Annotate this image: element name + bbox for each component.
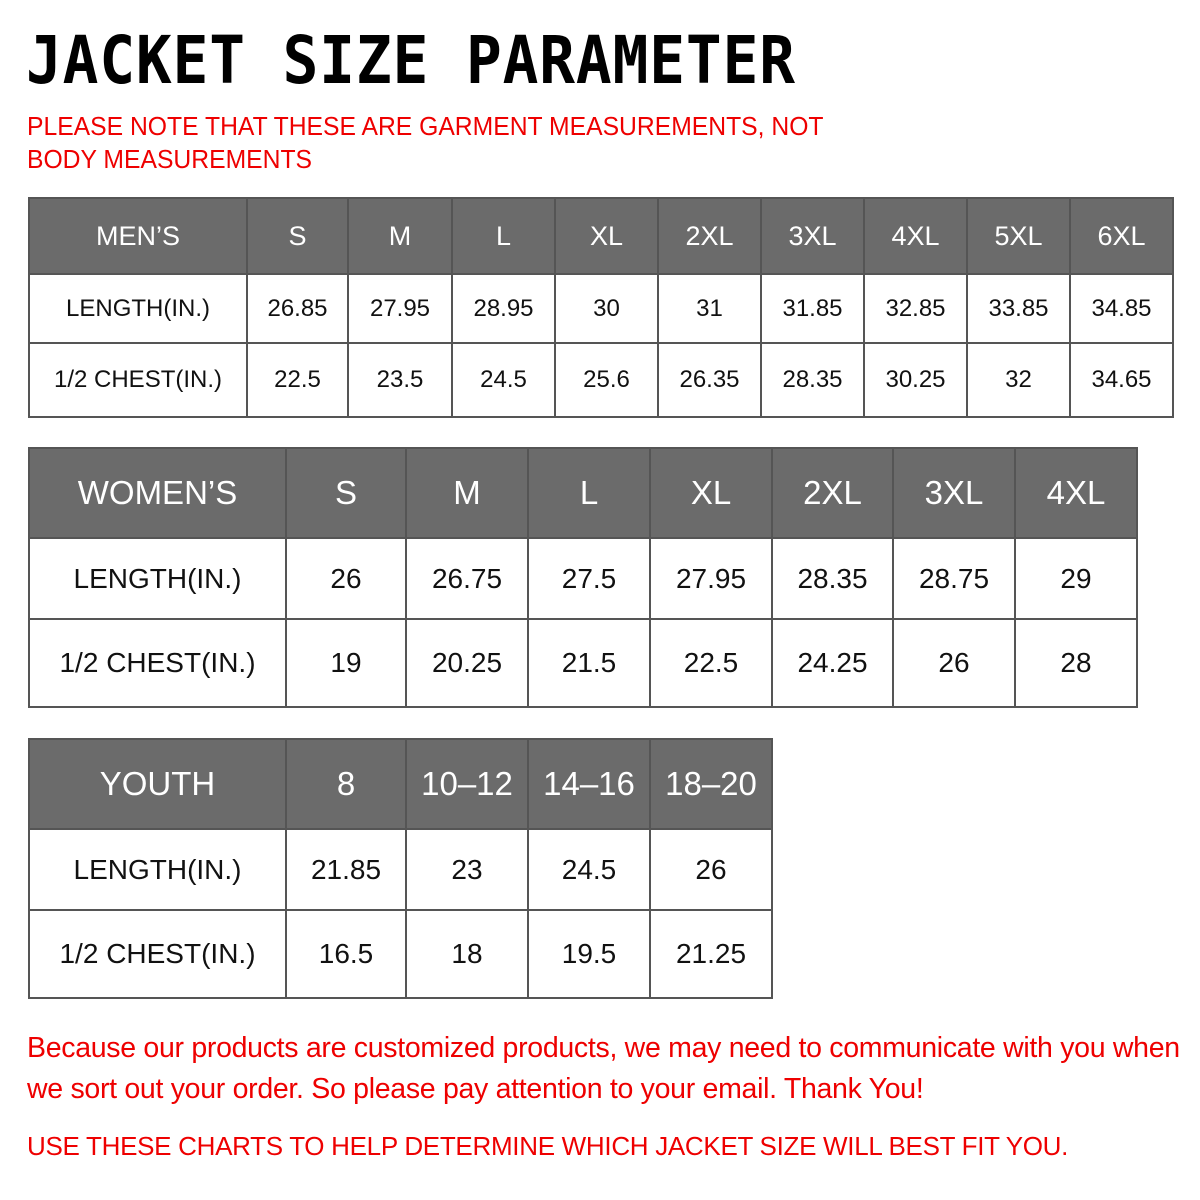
- measurement-value: 26.35: [658, 343, 761, 417]
- measurement-value: 21.5: [528, 619, 650, 707]
- size-header: 3XL: [761, 198, 864, 274]
- measurement-label: 1/2 CHEST(IN.): [29, 619, 286, 707]
- measurement-value: 26.75: [406, 538, 528, 619]
- measurement-value: 28.35: [772, 538, 893, 619]
- size-header: L: [452, 198, 555, 274]
- measurement-value: 30: [555, 274, 658, 343]
- measurement-label: LENGTH(IN.): [29, 274, 247, 343]
- measurement-label: 1/2 CHEST(IN.): [29, 910, 286, 998]
- size-header: 18–20: [650, 739, 772, 829]
- measurement-value: 28.95: [452, 274, 555, 343]
- measurement-value: 28.75: [893, 538, 1015, 619]
- size-instruction: USE THESE CHARTS TO HELP DETERMINE WHICH JACKET SIZE WILL BEST FIT YOU.: [27, 1131, 1069, 1161]
- size-header: XL: [555, 198, 658, 274]
- table-row: [29, 343, 1173, 417]
- category-header: YOUTH: [29, 739, 286, 829]
- size-header: 10–12: [406, 739, 528, 829]
- size-header: S: [286, 448, 406, 538]
- size-header: 14–16: [528, 739, 650, 829]
- measurement-value: 19: [286, 619, 406, 707]
- measurement-value: 32: [967, 343, 1070, 417]
- table-row: [29, 619, 1137, 707]
- measurement-value: 34.85: [1070, 274, 1173, 343]
- measurement-value: 24.5: [528, 829, 650, 910]
- measurement-value: 31: [658, 274, 761, 343]
- measurement-value: 19.5: [528, 910, 650, 998]
- measurement-value: 22.5: [247, 343, 348, 417]
- table-row: [29, 910, 772, 998]
- table-row: [29, 829, 772, 910]
- measurement-value: 26: [893, 619, 1015, 707]
- measurement-value: 26.85: [247, 274, 348, 343]
- measurement-note: PLEASE NOTE THAT THESE ARE GARMENT MEASUREMENTS, NOT BODY MEASUREMENTS: [27, 111, 824, 174]
- measurement-value: 25.6: [555, 343, 658, 417]
- table-row: [29, 274, 1173, 343]
- measurement-value: 28.35: [761, 343, 864, 417]
- measurement-value: 24.25: [772, 619, 893, 707]
- category-header: WOMEN’S: [29, 448, 286, 538]
- size-header: 6XL: [1070, 198, 1173, 274]
- table-header-row: [29, 448, 1137, 538]
- measurement-value: 31.85: [761, 274, 864, 343]
- measurement-value: 27.95: [348, 274, 452, 343]
- table-row: [29, 538, 1137, 619]
- page-title: JACKET SIZE PARAMETER: [26, 22, 796, 99]
- measurement-value: 30.25: [864, 343, 967, 417]
- measurement-value: 29: [1015, 538, 1137, 619]
- measurement-value: 26: [650, 829, 772, 910]
- size-header: 5XL: [967, 198, 1070, 274]
- measurement-value: 22.5: [650, 619, 772, 707]
- measurement-value: 21.25: [650, 910, 772, 998]
- measurement-value: 34.65: [1070, 343, 1173, 417]
- measurement-value: 23: [406, 829, 528, 910]
- customization-message: Because our products are customized products, we may need to communicate with you when we sort out your order. So please pay attention to your email. Thank You!: [27, 1032, 1180, 1105]
- table-header-row: [29, 739, 772, 829]
- measurement-value: 18: [406, 910, 528, 998]
- measurement-label: LENGTH(IN.): [29, 538, 286, 619]
- measurement-value: 27.5: [528, 538, 650, 619]
- measurement-value: 32.85: [864, 274, 967, 343]
- size-header: 4XL: [864, 198, 967, 274]
- measurement-label: LENGTH(IN.): [29, 829, 286, 910]
- size-header: 2XL: [772, 448, 893, 538]
- size-header: 4XL: [1015, 448, 1137, 538]
- size-header: 2XL: [658, 198, 761, 274]
- measurement-value: 27.95: [650, 538, 772, 619]
- measurement-value: 21.85: [286, 829, 406, 910]
- measurement-value: 33.85: [967, 274, 1070, 343]
- measurement-value: 16.5: [286, 910, 406, 998]
- measurement-value: 28: [1015, 619, 1137, 707]
- measurement-value: 23.5: [348, 343, 452, 417]
- womens-size-table: [28, 447, 1138, 708]
- measurement-value: 24.5: [452, 343, 555, 417]
- measurement-value: 26: [286, 538, 406, 619]
- size-header: L: [528, 448, 650, 538]
- size-header: M: [348, 198, 452, 274]
- category-header: MEN’S: [29, 198, 247, 274]
- mens-size-table: [28, 197, 1174, 418]
- size-header: S: [247, 198, 348, 274]
- measurement-label: 1/2 CHEST(IN.): [29, 343, 247, 417]
- size-header: 8: [286, 739, 406, 829]
- size-header: M: [406, 448, 528, 538]
- size-header: 3XL: [893, 448, 1015, 538]
- table-header-row: [29, 198, 1173, 274]
- youth-size-table: [28, 738, 773, 999]
- measurement-value: 20.25: [406, 619, 528, 707]
- size-header: XL: [650, 448, 772, 538]
